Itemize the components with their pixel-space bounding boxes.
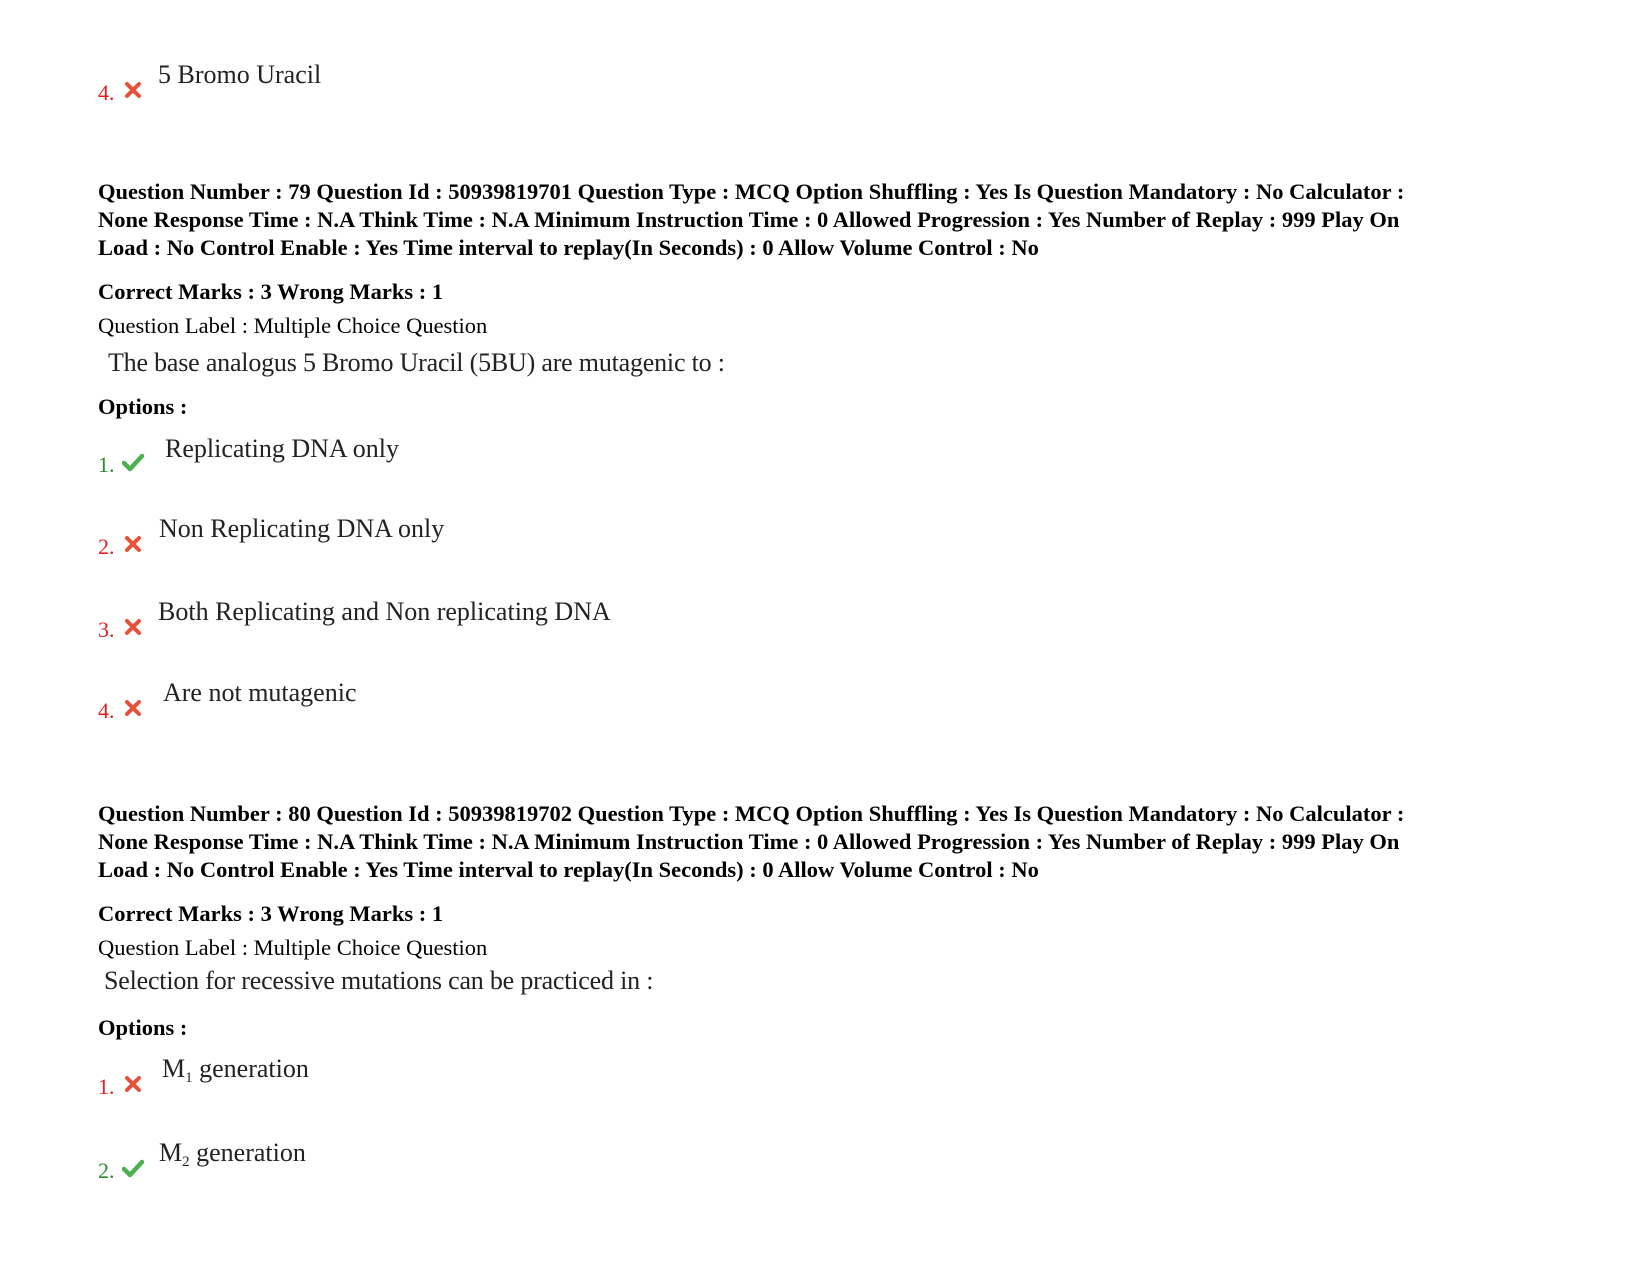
option-text-main: M [162, 1054, 186, 1083]
question-meta [98, 178, 1568, 262]
meta-line: None Response Time : N.A Think Time : N.A Minimum Instruction Time : 0 Allowed Progression : Yes Number of Replay : 999 Play On [98, 829, 1400, 854]
meta-line: None Response Time : N.A Think Time : N.A Minimum Instruction Time : 0 Allowed Progression : Yes Number of Replay : 999 Play On [98, 207, 1400, 232]
cross-icon [122, 617, 144, 637]
option-number: 1. [98, 1074, 115, 1099]
option-text [162, 1054, 309, 1087]
meta-line: Question Number : 80 Question Id : 50939819702 Question Type : MCQ Option Shuffling : Yes Is Question Mandatory : No Calculator : [98, 801, 1405, 826]
option-text: 5 Bromo Uracil [158, 60, 322, 89]
option-text: Both Replicating and Non replicating DNA [158, 597, 611, 626]
option-text-subscript: 2 [182, 1154, 190, 1170]
option-number: 4. [98, 80, 115, 105]
option-text-rest: generation [192, 1054, 309, 1083]
option-text-rest: generation [189, 1138, 306, 1167]
meta-line: Question Number : 79 Question Id : 50939819701 Question Type : MCQ Option Shuffling : Yes Is Question Mandatory : No Calculator : [98, 179, 1405, 204]
option-text-subscript: 1 [185, 1070, 193, 1086]
option-text [159, 1138, 306, 1171]
question-text: The base analogus 5 Bromo Uracil (5BU) are mutagenic to : [108, 348, 725, 377]
cross-icon [122, 1074, 144, 1094]
cross-icon [122, 80, 144, 100]
option-text-main: M [159, 1138, 183, 1167]
option-number: 3. [98, 617, 115, 642]
question-label: Question Label : Multiple Choice Question [98, 313, 488, 338]
check-icon [122, 1158, 144, 1178]
option-text: Non Replicating DNA only [159, 514, 445, 543]
option-number: 2. [98, 1158, 115, 1183]
check-icon [122, 452, 144, 472]
option-text: Replicating DNA only [165, 434, 399, 463]
option-text: Are not mutagenic [163, 678, 357, 707]
options-heading: Options : [98, 394, 188, 419]
question-meta [98, 800, 1568, 884]
options-heading: Options : [98, 1015, 188, 1040]
marks: Correct Marks : 3 Wrong Marks : 1 [98, 901, 444, 926]
option-number: 2. [98, 534, 115, 559]
question-label: Question Label : Multiple Choice Question [98, 935, 488, 960]
meta-line: Load : No Control Enable : Yes Time interval to replay(In Seconds) : 0 Allow Volume Control : No [98, 857, 1039, 882]
cross-icon [122, 698, 144, 718]
option-number: 4. [98, 698, 115, 723]
meta-line: Load : No Control Enable : Yes Time interval to replay(In Seconds) : 0 Allow Volume Control : No [98, 235, 1039, 260]
cross-icon [122, 534, 144, 554]
option-number: 1. [98, 452, 115, 477]
marks: Correct Marks : 3 Wrong Marks : 1 [98, 279, 444, 304]
question-text: Selection for recessive mutations can be practiced in : [104, 966, 654, 995]
